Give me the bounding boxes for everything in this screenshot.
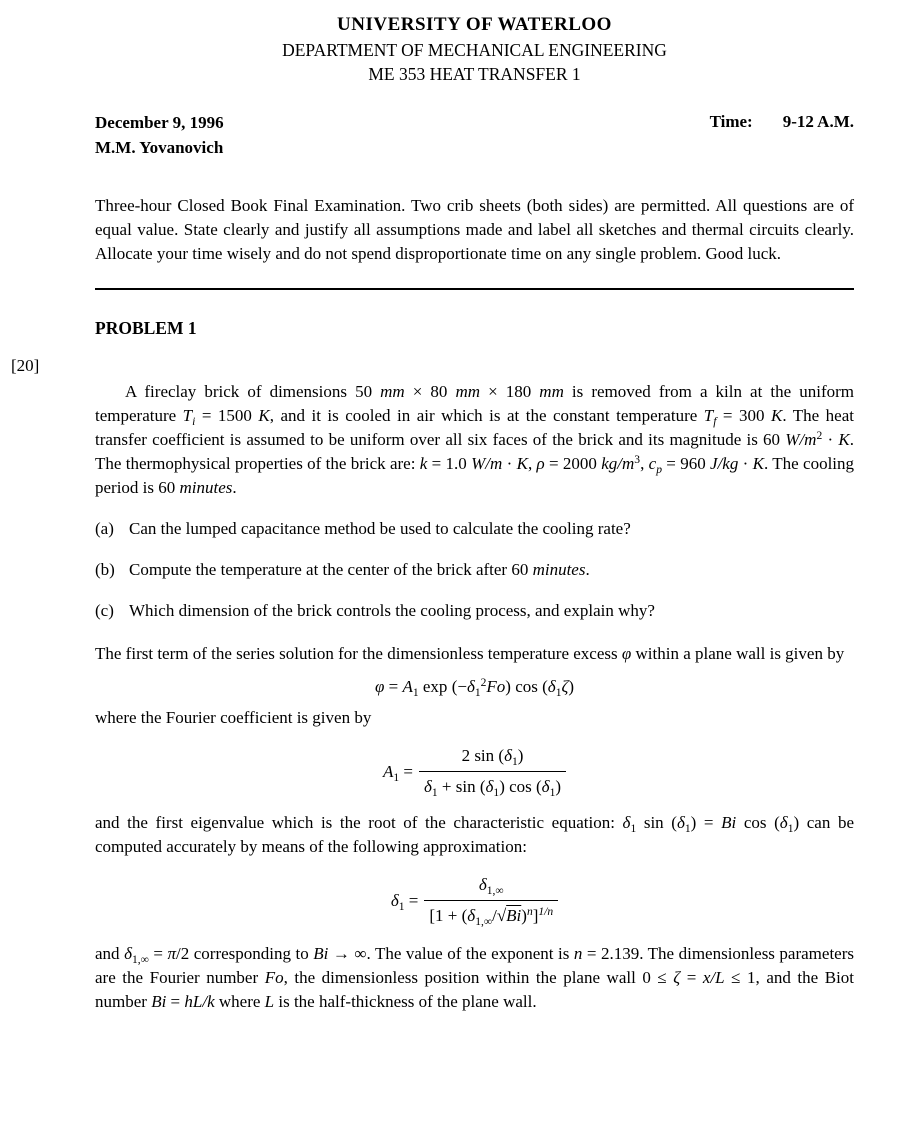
problem-marks: [20] xyxy=(11,356,40,375)
exam-info-row xyxy=(95,110,854,160)
exam-date: December 9, 1996 xyxy=(95,113,224,132)
section-divider-rule xyxy=(95,288,854,290)
document-header xyxy=(95,12,854,86)
equation-delta-numerator: $\delta_{1,\infty}$ xyxy=(424,873,558,901)
fourier-coefficient-paragraph: where the Fourier coefficient is given by xyxy=(95,708,372,727)
part-a-text: Can the lumped capacitance method be used to calculate the cooling rate? xyxy=(129,519,631,538)
equation-fourier-coefficient xyxy=(95,744,854,799)
problem-title: PROBLEM 1 xyxy=(95,318,197,338)
equation-phi: $\varphi = A_1$ $\exp (-\delta_1^2Fo)$ $\cos (\delta_1\zeta)$ xyxy=(374,676,575,700)
exam-info-left xyxy=(95,110,224,160)
equation-a1-fraction xyxy=(419,744,566,799)
part-b-text: Compute the temperature at the center of the brick after 60 minutes. xyxy=(129,560,590,579)
problem-parts xyxy=(95,517,854,623)
problem-part-a xyxy=(95,517,854,541)
equation-a1-lhs: $A_1$ = xyxy=(382,761,413,784)
part-c-label: (c) xyxy=(95,601,114,620)
examiner-name: M.M. Yovanovich xyxy=(95,138,224,157)
part-b-label: (b) xyxy=(95,560,115,579)
series-solution-paragraph: The first term of the series solution for the dimensionless temperature excess φ within a plane wall is given by xyxy=(95,644,845,663)
course-title: ME 353 HEAT TRANSFER 1 xyxy=(368,64,581,84)
equation-a1-denominator: $\delta_1 + \sin (\delta_1)$ $\cos (\delta_1)$ xyxy=(423,777,562,800)
problem-part-c xyxy=(95,599,854,623)
problem-statement: A fireclay brick of dimensions 50 mm × 80 mm × 180 mm is removed from a kiln at the uniform temperature $T_i = 1500$ K, and it is cooled in air which is at the constant temperature $T_f = 300$ K. The heat transfer coefficient is assumed to be uniform over all six faces of the brick and its magnitude is 60 $W/m^2 \cdot K$. The thermophysical properties of the brick are: k = 1.0 W/m · K, ρ = 2000 $kg/m^3$, $c_p = 960$ J/kg · K. The cooling period is 60 minutes. xyxy=(95,382,855,497)
eigenvalue-paragraph: and the first eigenvalue which is the root of the characteristic equation: $\delta_1$ $\sin (\delta_1) = Bi$ $\cos (\delta_1)$ can be computed accurately by means of the following approximation: xyxy=(95,813,855,856)
equation-a1-numerator: 2 $\sin (\delta_1)$ xyxy=(419,744,566,772)
problem-part-b xyxy=(95,558,854,582)
time-value: 9-12 A.M. xyxy=(782,112,854,131)
dimensionless-parameters-paragraph: and $\delta_{1,\infty} = \pi/2$ corresponding to Bi → ∞. The value of the exponent is n = 2.139. The dimensionless parameters are the Fourier number Fo, the dimensionless position within the plane wall 0 ≤ ζ = x/L ≤ 1, and the Biot number Bi = hL/k where L is the half-thickness of the plane wall. xyxy=(95,944,855,1011)
department-title: DEPARTMENT OF MECHANICAL ENGINEERING xyxy=(282,40,667,60)
exam-time xyxy=(710,110,854,160)
equation-eigenvalue xyxy=(95,873,854,928)
time-label: Time: xyxy=(709,112,753,131)
part-a-label: (a) xyxy=(95,519,114,538)
part-c-text: Which dimension of the brick controls the cooling process, and explain why? xyxy=(129,601,655,620)
university-title: UNIVERSITY OF WATERLOO xyxy=(337,14,612,35)
exam-instructions: Three-hour Closed Book Final Examination. Two crib sheets (both sides) are permitted. All questions are of equal value. State clearly and justify all assumptions made and label all sketches and thermal circuits clearly. Allocate your time wisely and do not spend disproportionate time on any single problem. Good luck. xyxy=(95,196,854,263)
equation-delta-denominator: $[1 + (\delta_{1,\infty}/√Bi)^n]^{1/n}$ xyxy=(429,905,554,929)
equation-delta-fraction xyxy=(424,873,558,928)
equation-delta-lhs: $\delta_1$ = xyxy=(390,890,419,913)
